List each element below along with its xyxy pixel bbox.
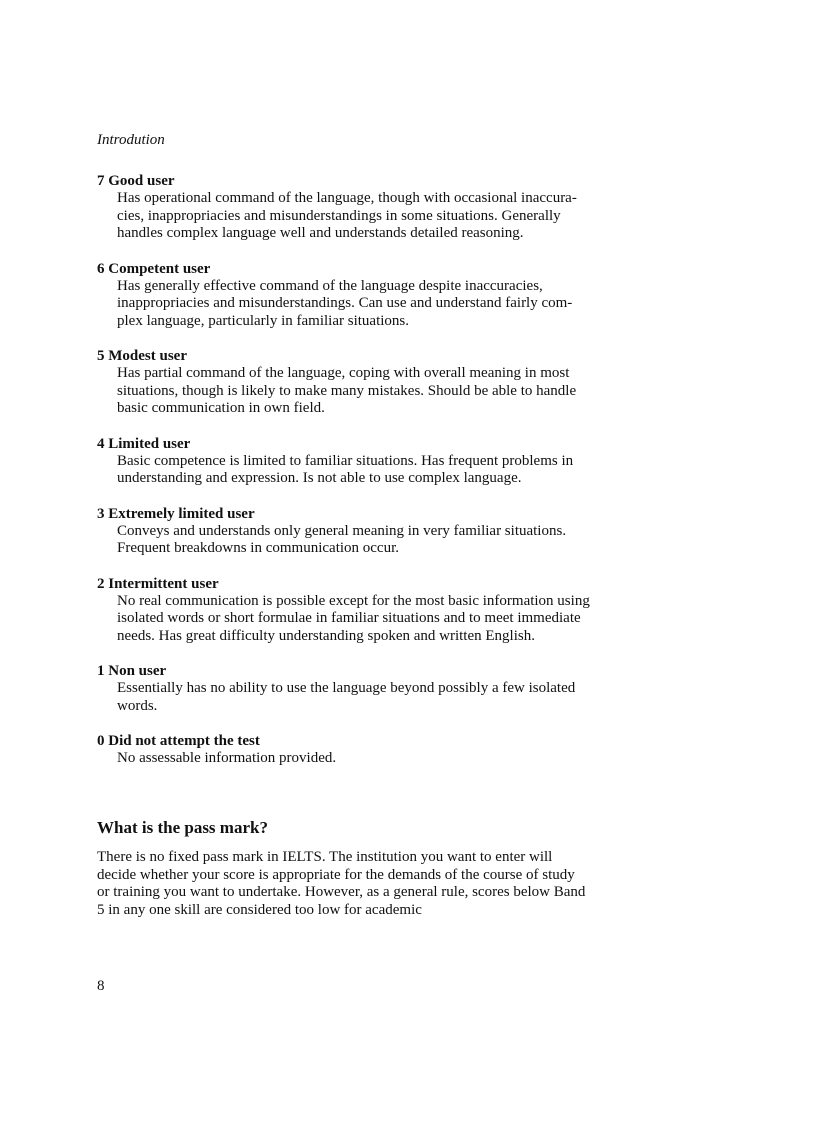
band-description (97, 750, 657, 768)
band-title: 5 Modest user (97, 348, 187, 364)
band-title: 4 Limited user (97, 435, 191, 452)
text-line: Has operational command of the language, though with occasional inaccura- (117, 190, 577, 206)
text-line: decide whether your score is appropriate for the demands of the course of study (97, 866, 575, 883)
text-line: plex language, particularly in familiar situations. (117, 312, 409, 329)
page-number: 8 (97, 978, 105, 994)
text-line: Frequent breakdowns in communication occur. (117, 540, 400, 556)
band-entry-4 (97, 435, 657, 488)
band-title: 1 Non user (97, 663, 167, 679)
band-descriptor-list (97, 172, 657, 785)
band-entry-5 (97, 347, 657, 418)
band-title: 0 Did not attempt the test (97, 733, 260, 749)
text-line: words. (117, 697, 158, 714)
running-head: Introdution (97, 132, 165, 148)
text-line: basic communication in own field. (117, 400, 325, 416)
text-line: Has partial command of the language, coping with overall meaning in most (117, 365, 570, 381)
pass-mark-paragraph (97, 849, 657, 919)
text-line: There is no fixed pass mark in IELTS. The institution you want to enter will (97, 849, 553, 865)
section-heading: What is the pass mark? (97, 818, 268, 837)
text-line: Essentially has no ability to use the language beyond possibly a few isolated (117, 680, 576, 696)
band-entry-2 (97, 575, 657, 646)
text-line: No assessable information provided. (117, 750, 337, 766)
band-description (97, 523, 657, 558)
band-description (97, 453, 657, 488)
text-line: situations, though is likely to make many mistakes. Should be able to handle (117, 382, 577, 399)
text-line: Basic competence is limited to familiar situations. Has frequent problems in (117, 452, 574, 469)
band-entry-7 (97, 172, 657, 243)
text-line: cies, inappropriacies and misunderstandings in some situations. Generally (117, 207, 561, 224)
text-line: isolated words or short formulae in familiar situations and to meet immediate (117, 610, 581, 626)
band-description (97, 680, 657, 715)
band-title: 2 Intermittent user (97, 575, 219, 592)
text-line: 5 in any one skill are considered too low for academic (97, 901, 422, 918)
text-line: understanding and expression. Is not able to use complex language. (117, 470, 522, 486)
band-title: 6 Competent user (97, 260, 211, 277)
band-title: 7 Good user (97, 173, 175, 189)
band-entry-1 (97, 662, 657, 715)
text-line: No real communication is possible except for the most basic information using (117, 592, 590, 609)
text-line: needs. Has great difficulty understanding spoken and written English. (117, 627, 535, 644)
band-description (97, 593, 657, 646)
band-description (97, 278, 657, 331)
band-entry-6 (97, 260, 657, 331)
text-line: inappropriacies and misunderstandings. Can use and understand fairly com- (117, 295, 573, 311)
text-line: Has generally effective command of the language despite inaccuracies, (117, 277, 543, 294)
band-title: 3 Extremely limited user (97, 505, 255, 522)
text-line: Conveys and understands only general meaning in very familiar situations. (117, 522, 567, 539)
text-line: handles complex language well and understands detailed reasoning. (117, 225, 524, 241)
band-description (97, 190, 657, 243)
band-entry-0 (97, 732, 657, 768)
text-line: or training you want to undertake. However, as a general rule, scores below Band (97, 884, 586, 900)
band-description (97, 365, 657, 418)
band-entry-3 (97, 505, 657, 558)
